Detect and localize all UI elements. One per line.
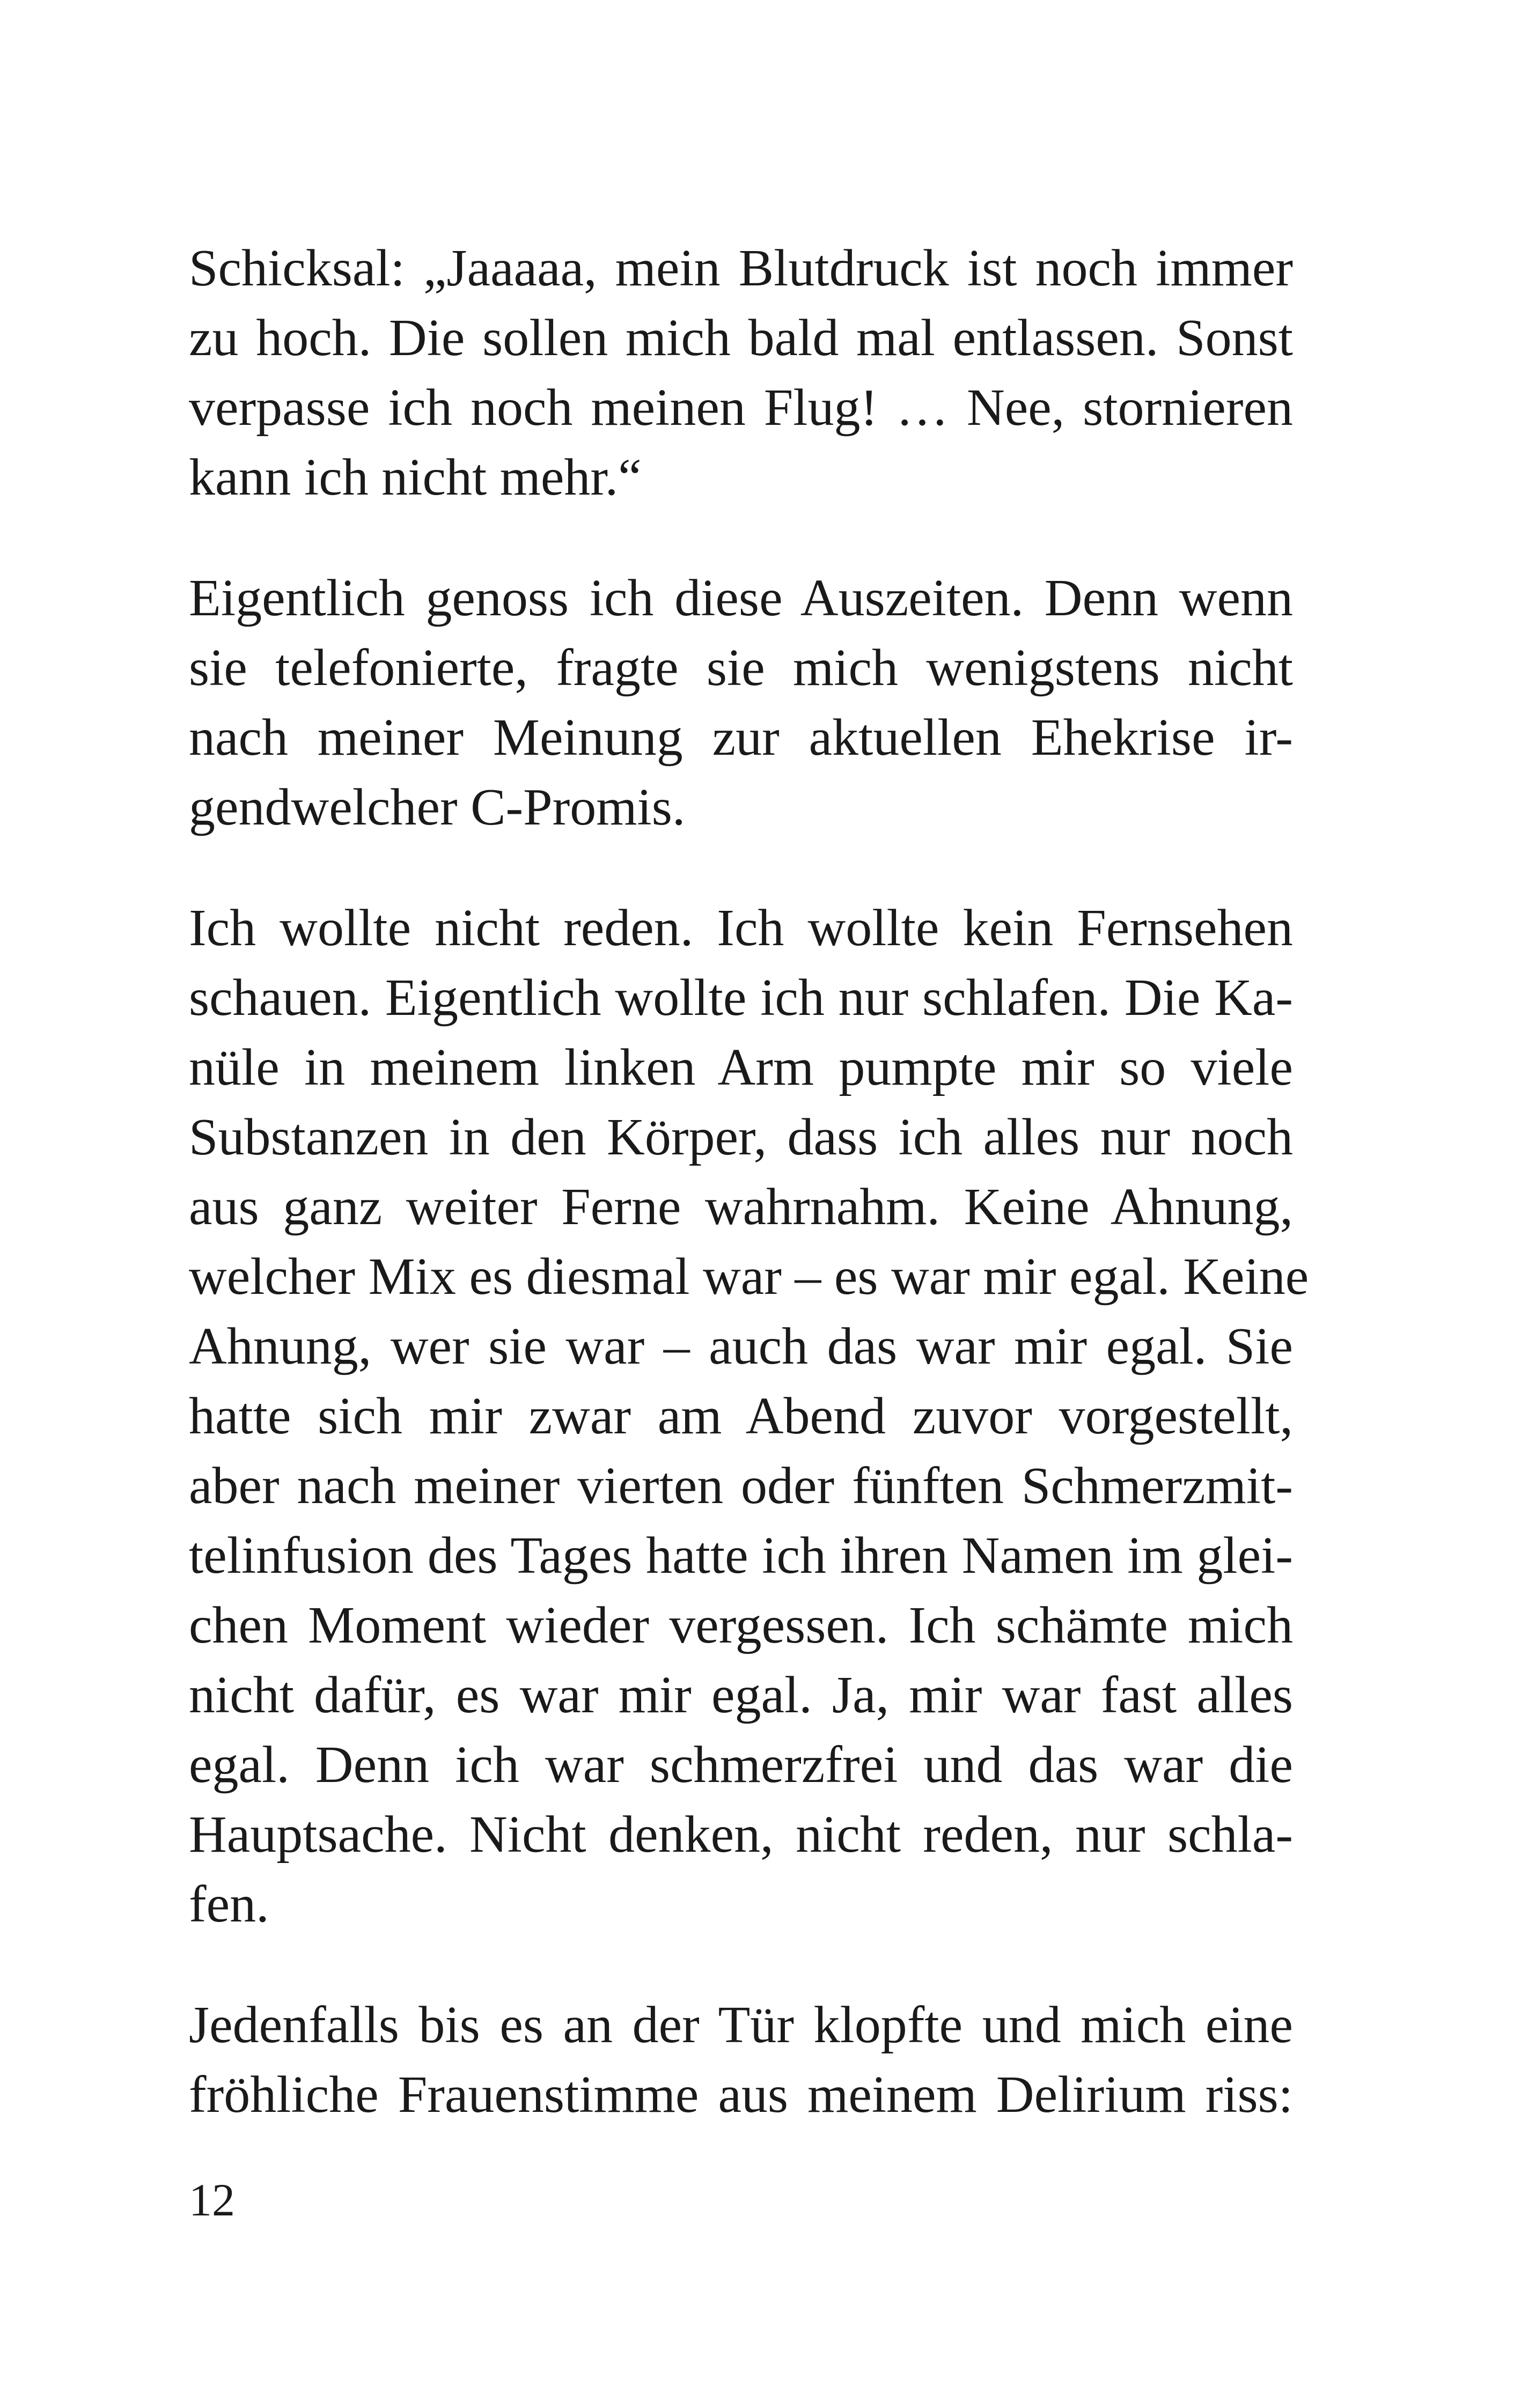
text-line: fen. (189, 1875, 269, 1933)
text-line: Ahnung, wer sie war – auch das war mir egal. Sie (189, 1317, 1293, 1375)
text-line: hatte sich mir zwar am Abend zuvor vorgestellt, (189, 1387, 1293, 1445)
text-line: chen Moment wieder vergessen. Ich schämte mich (189, 1596, 1293, 1654)
text-line: nüle in meinem linken Arm pumpte mir so viele (189, 1039, 1293, 1096)
text-line: Eigentlich genoss ich diese Auszeiten. Denn wenn (189, 569, 1293, 627)
text-line: fröhliche Frauenstimme aus meinem Delirium riss: (189, 2066, 1293, 2124)
text-line: nicht dafür, es war mir egal. Ja, mir war fast alles (189, 1666, 1293, 1724)
text-line: Ich wollte nicht reden. Ich wollte kein Fernsehen (189, 899, 1293, 957)
text-line: welcher Mix es diesmal war – es war mir egal. Keine (189, 1248, 1309, 1306)
text-line: gendwelcher C-Promis. (189, 778, 686, 836)
text-line: Substanzen in den Körper, dass ich alles nur noch (189, 1108, 1293, 1166)
text-line: kann ich nicht mehr.“ (189, 448, 642, 506)
text-line: Hauptsache. Nicht denken, nicht reden, nur schla- (189, 1806, 1293, 1864)
text-line: schauen. Eigentlich wollte ich nur schlafen. Die Ka- (189, 969, 1293, 1027)
text-line: egal. Denn ich war schmerzfrei und das war die (189, 1736, 1293, 1794)
text-line: telinfusion des Tages hatte ich ihren Namen im glei- (189, 1527, 1293, 1585)
text-line: Schicksal: „Jaaaaa, mein Blutdruck ist noch immer (189, 239, 1293, 297)
text-line: Jedenfalls bis es an der Tür klopfte und mich eine (189, 1996, 1293, 2054)
text-line: nach meiner Meinung zur aktuellen Ehekrise ir- (189, 709, 1293, 767)
text-line: sie telefonierte, fragte sie mich wenigstens nicht (189, 639, 1293, 697)
text-line: aus ganz weiter Ferne wahrnahm. Keine Ahnung, (189, 1178, 1293, 1236)
page-number: 12 (189, 2174, 235, 2226)
text-line: aber nach meiner vierten oder fünften Schmerzmit- (189, 1457, 1293, 1515)
text-line: verpasse ich noch meinen Flug! … Nee, stornieren (189, 379, 1293, 437)
text-line: zu hoch. Die sollen mich bald mal entlassen. Sonst (189, 309, 1293, 367)
